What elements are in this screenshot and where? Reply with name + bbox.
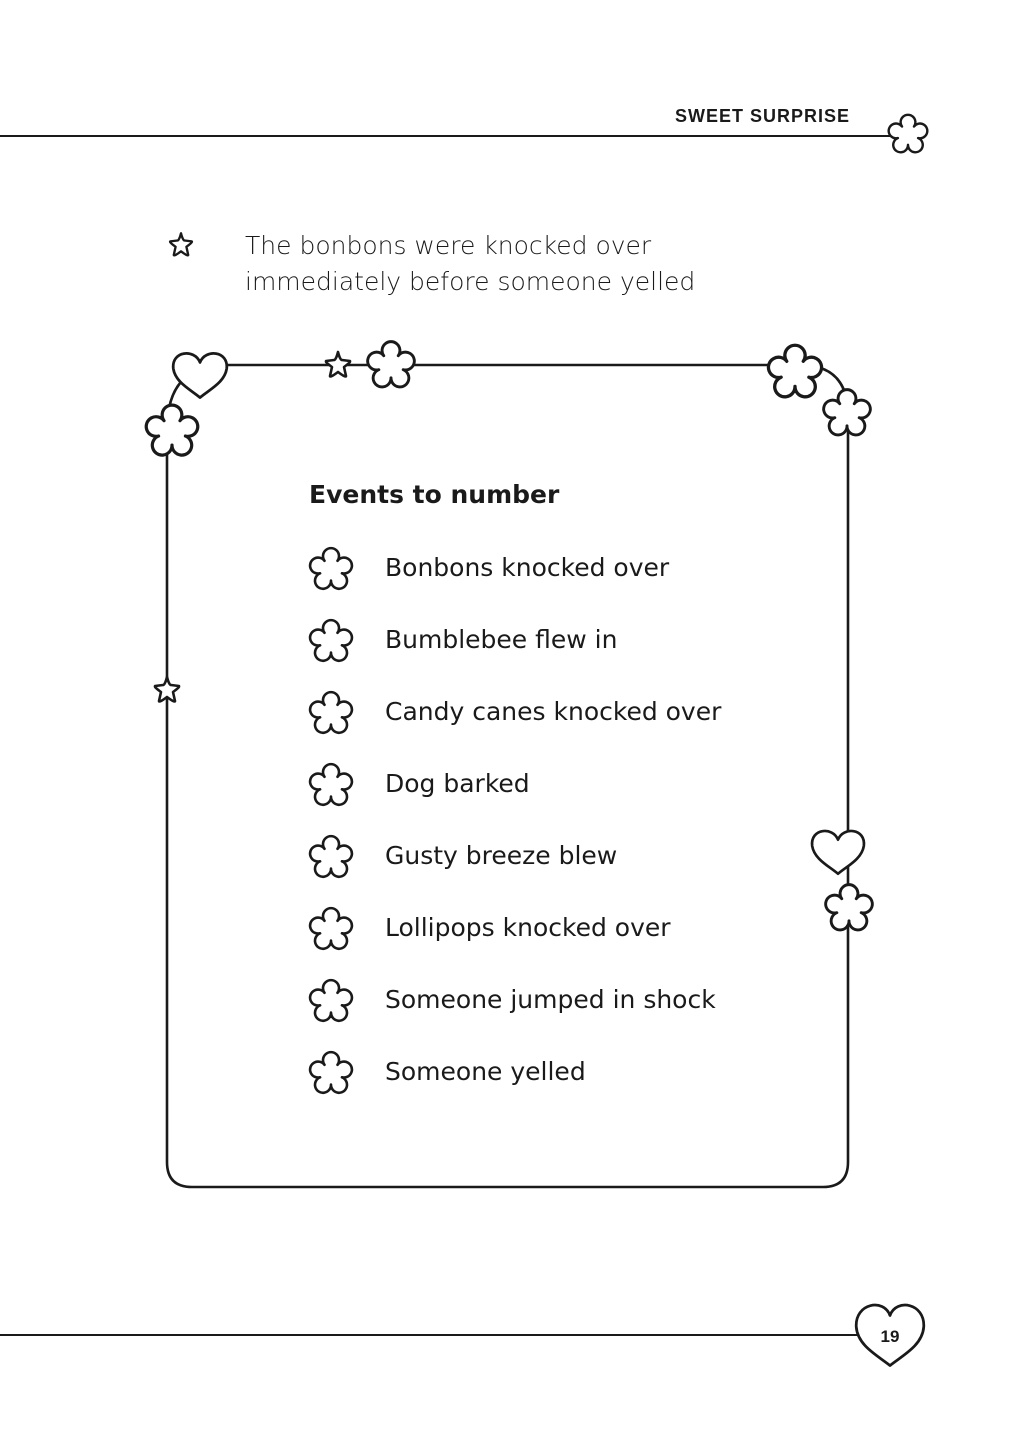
heart-icon: [807, 818, 869, 880]
event-label: Someone yelled: [385, 1057, 586, 1086]
clue-line: immediately before someone yelled: [245, 267, 696, 296]
event-item: [305, 684, 805, 756]
flower-icon: [362, 337, 420, 395]
header-rule: [0, 135, 890, 137]
star-icon: [147, 670, 187, 710]
flower-outline-icon[interactable]: [305, 1048, 357, 1100]
flower-outline-icon[interactable]: [305, 976, 357, 1028]
flower-icon: [884, 111, 932, 159]
star-icon: [318, 345, 358, 385]
flower-outline-icon[interactable]: [305, 616, 357, 668]
event-item: [305, 900, 805, 972]
flower-outline-icon[interactable]: [305, 760, 357, 812]
footer-rule: [0, 1334, 858, 1336]
flower-outline-icon[interactable]: [305, 688, 357, 740]
event-item: [305, 828, 805, 900]
events-title: Events to number: [309, 480, 560, 509]
event-label: Gusty breeze blew: [385, 841, 618, 870]
flower-outline-icon[interactable]: [305, 832, 357, 884]
flower-icon: [820, 880, 878, 938]
event-label: Bonbons knocked over: [385, 553, 670, 582]
event-item: [305, 972, 805, 1044]
event-item: [305, 612, 805, 684]
clue-line: The bonbons were knocked over: [245, 231, 652, 260]
event-label: Lollipops knocked over: [385, 913, 671, 942]
event-label: Candy canes knocked over: [385, 697, 722, 726]
heart-icon: [168, 340, 232, 404]
events-list: [305, 540, 805, 1116]
flower-icon: [140, 400, 204, 464]
flower-outline-icon[interactable]: [305, 544, 357, 596]
flower-outline-icon[interactable]: [305, 904, 357, 956]
page-number: 19: [880, 1327, 900, 1346]
clue-text: [245, 228, 765, 300]
section-title: SWEET SURPRISE: [674, 106, 850, 126]
event-label: Bumblebee flew in: [385, 625, 618, 654]
event-item: [305, 1044, 805, 1116]
event-item: [305, 540, 805, 612]
star-outline-icon: [163, 227, 199, 263]
page-number-badge: [852, 1298, 928, 1368]
flower-icon: [818, 385, 876, 443]
event-label: Dog barked: [385, 769, 530, 798]
event-item: [305, 756, 805, 828]
event-label: Someone jumped in shock: [385, 985, 716, 1014]
